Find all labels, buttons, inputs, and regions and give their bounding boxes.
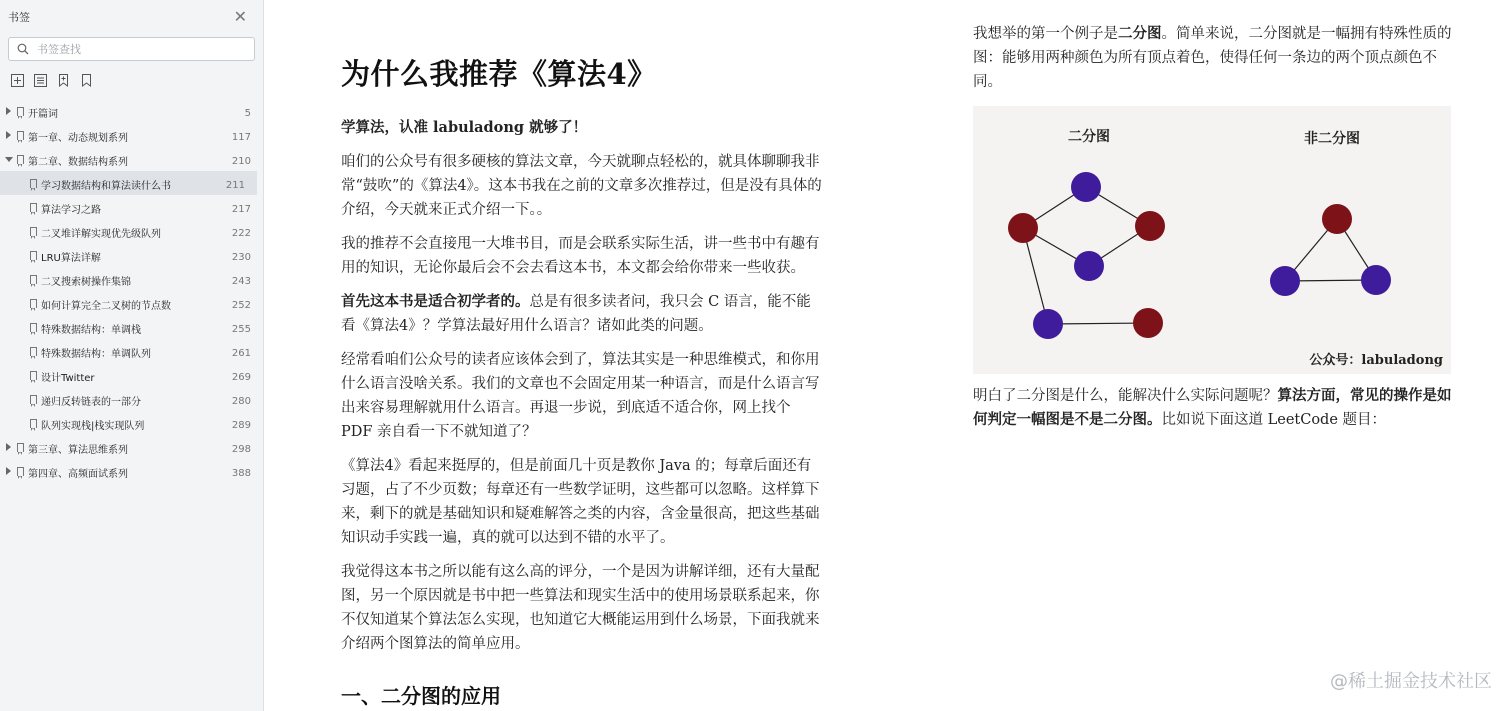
paragraph-text: 经常看咱们公众号的读者应该体会到了，算法其实是一种思维模式，和你用什么语言没啥关系。我们的文章也不会固定用某一种语言，而是什么语言写出来容易理解就用什么语言。再退一步说，到底适不适合你，网上找个 PDF 亲自看一下不就知道了？: [341, 352, 820, 440]
bookmark-item[interactable]: [0, 339, 263, 363]
bookmark-label: 第三章、算法思维系列: [28, 445, 128, 456]
bookmark-item[interactable]: [0, 435, 263, 459]
bookmark-item[interactable]: [0, 411, 263, 435]
bookmark-page-number: 388: [231, 468, 251, 479]
bookmark-item[interactable]: [0, 123, 263, 147]
paragraph-text: 《算法4》看起来挺厚的，但是前面几十页是教你 Java 的；每章后面还有习题，占了不少页数；每章还有一些数学证明，这些都可以忽略。这样算下来，剩下的就是基础知识和疑难解答之类的内容，含金量很高，把这些基础知识动手实践一遍，真的就可以达到不错的水平了。: [341, 458, 820, 546]
paragraph-text: 我觉得这本书之所以能有这么高的评分，一个是因为讲解详细，还有大量配图，另一个原因就是书中把一些算法和现实生活中的使用场景联系起来，你不仅知道某个算法怎么实现，也知道它大概能运用到什么场景，下面我就来介绍两个图算法的简单应用。: [341, 564, 820, 652]
bookmark-page-number: 217: [231, 204, 251, 215]
bookmark-page-number: 222: [231, 228, 251, 239]
bookmark-list: [0, 99, 263, 483]
bookmark-label: 学习数据结构和算法读什么书: [41, 181, 171, 192]
collapse-arrow-icon[interactable]: [5, 157, 13, 162]
graph-figure: [973, 106, 1451, 374]
body-paragraph: [341, 348, 823, 444]
section-heading: 一、二分图的应用: [341, 684, 501, 708]
non-bipartite-graph-label: 非二分图: [1304, 131, 1360, 147]
bookmark-page-number: 255: [231, 324, 251, 335]
bookmark-icon: [30, 179, 37, 188]
bookmark-page-number: 298: [231, 444, 251, 455]
bookmark-icon: [30, 347, 37, 356]
body-paragraph: [341, 454, 823, 550]
bookmark-label: 二叉堆详解实现优先级队列: [41, 229, 161, 240]
bookmark-search-box[interactable]: [8, 37, 255, 61]
bookmark-search-input[interactable]: [37, 43, 227, 56]
close-icon[interactable]: ✕: [233, 7, 247, 26]
bookmark-item[interactable]: [0, 363, 263, 387]
expand-arrow-icon[interactable]: [6, 107, 11, 115]
add-bookmark-icon[interactable]: [57, 74, 70, 87]
bookmark-icon: [30, 371, 37, 380]
bookmark-item[interactable]: [0, 459, 263, 483]
body-paragraph: [341, 232, 823, 280]
followup-text-pre: 明白了二分图是什么，能解决什么实际问题呢？: [973, 388, 1278, 404]
bookmark-icon[interactable]: [80, 74, 93, 87]
paragraph-text: 咱们的公众号有很多硬核的算法文章，今天就聊点轻松的，就具体聊聊我非常“鼓吹”的《算法4》。这本书我在之前的文章多次推荐过，但是没有具体的介绍，今天就来正式介绍一下。。: [341, 154, 822, 218]
search-icon: [17, 43, 29, 55]
figure-credit: 公众号：labuladong: [1309, 353, 1443, 368]
intro-text-post: 。简单来说，二分图就是一幅拥有特殊性质的图：能够用两种颜色为所有顶点着色，使得任何一条边的两个顶点颜色不同。: [973, 26, 1452, 90]
bookmark-icon: [30, 251, 37, 260]
bookmark-label: 第四章、高频面试系列: [28, 469, 128, 480]
followup-text-post: 比如说下面这道 LeetCode 题目：: [1161, 412, 1387, 428]
bookmark-item[interactable]: [0, 387, 263, 411]
document-page: [264, 0, 1512, 711]
lead-paragraph: 学算法，认准 labuladong 就够了！: [341, 119, 588, 136]
graph-node-left: [1008, 213, 1038, 243]
bookmark-icon: [30, 227, 37, 236]
graph-node-middle: [1074, 251, 1104, 281]
bookmark-item[interactable]: [0, 219, 263, 243]
bookmark-label: 递归反转链表的一部分: [41, 397, 141, 408]
collapse-all-icon[interactable]: [34, 74, 47, 87]
bookmark-page-number: 280: [231, 396, 251, 407]
bookmark-icon: [30, 299, 37, 308]
bookmark-page-number: 261: [231, 348, 251, 359]
bookmark-icon: [30, 419, 37, 428]
sidebar-toolbar: [0, 67, 263, 93]
paragraph-text: 我的推荐不会直接甩一大堆书目，而是会联系实际生活，讲一些书中有趣有用的知识，无论你最后会不会去看这本书，本文都会给你带来一些收获。: [341, 236, 820, 276]
bookmark-sidebar: [0, 0, 264, 711]
bookmark-label: 设计Twitter: [41, 373, 95, 384]
left-column: [341, 54, 823, 709]
bookmark-item[interactable]: [0, 291, 263, 315]
followup-text-bold: 算法方面，常见的操作是如何判定一幅图是不是二分图。: [973, 387, 1452, 428]
bookmark-label: LRU算法详解: [41, 253, 101, 264]
bookmark-item[interactable]: [0, 267, 263, 291]
bookmark-label: 特殊数据结构：单调栈: [41, 325, 141, 336]
triangle-node-left: [1270, 266, 1300, 296]
graph-node-bottom-left: [1033, 309, 1063, 339]
paragraph-bold-text: 首先这本书是适合初学者的。: [341, 293, 530, 310]
bookmark-icon: [30, 275, 37, 284]
bookmark-icon: [17, 467, 24, 476]
paragraph-text: 总是有很多读者问，我只会 C 语言，能不能看《算法4》？学算法最好用什么语言？诸如此类的问题。: [341, 294, 811, 334]
sidebar-header: [0, 0, 263, 34]
body-paragraph: [341, 150, 823, 222]
body-paragraph: [341, 560, 823, 656]
bookmark-page-number: 243: [231, 276, 251, 287]
bookmark-icon: [30, 203, 37, 212]
graph-node-top: [1071, 172, 1101, 202]
page-title: 为什么我推荐《算法4》: [341, 57, 657, 91]
triangle-node-top: [1322, 204, 1352, 234]
watermark: @稀土掘金技术社区: [1330, 671, 1492, 692]
bookmark-item[interactable]: [0, 171, 257, 195]
bookmark-item[interactable]: [0, 195, 263, 219]
bookmark-label: 如何计算完全二叉树的节点数: [41, 301, 171, 312]
bookmark-item[interactable]: [0, 315, 263, 339]
graph-node-bottom-right: [1133, 308, 1163, 338]
bookmark-label: 队列实现栈|栈实现队列: [41, 421, 145, 432]
graph-node-right: [1135, 211, 1165, 241]
bookmark-icon: [17, 443, 24, 452]
expand-arrow-icon[interactable]: [6, 443, 11, 451]
bookmark-page-number: 230: [231, 252, 251, 263]
bookmark-label: 第一章、动态规划系列: [28, 133, 128, 144]
bookmark-icon: [30, 323, 37, 332]
bipartite-graph-label: 二分图: [1068, 129, 1110, 145]
bookmark-page-number: 211: [225, 180, 245, 191]
graph-edge: [1048, 323, 1148, 324]
bookmark-page-number: 210: [231, 156, 251, 167]
bookmark-label: 二叉搜索树操作集锦: [41, 277, 131, 288]
bookmark-page-number: 5: [244, 108, 251, 119]
sidebar-title: 书签: [8, 11, 30, 24]
bookmark-icon: [30, 395, 37, 404]
bookmark-label: 第二章、数据结构系列: [28, 157, 128, 168]
body-paragraph: [341, 290, 823, 338]
bookmark-label: 算法学习之路: [41, 205, 101, 216]
expand-arrow-icon[interactable]: [6, 467, 11, 475]
bookmark-label: 特殊数据结构：单调队列: [41, 349, 151, 360]
bookmark-item[interactable]: [0, 147, 263, 171]
triangle-node-right: [1361, 265, 1391, 295]
bookmark-page-number: 289: [231, 420, 251, 431]
body-paragraphs: [341, 150, 823, 656]
bookmark-item[interactable]: [0, 243, 263, 267]
bookmark-item[interactable]: [0, 99, 263, 123]
expand-arrow-icon[interactable]: [6, 131, 11, 139]
right-column: [973, 22, 1453, 432]
graph-illustration: [973, 106, 1451, 374]
bookmark-icon: [17, 131, 24, 140]
bookmark-label: 开篇词: [28, 109, 58, 120]
followup-paragraph: [973, 384, 1453, 432]
bookmark-icon: [17, 107, 24, 116]
bookmark-icon: [17, 155, 24, 164]
intro-paragraph: [973, 22, 1453, 94]
bookmark-page-number: 269: [231, 372, 251, 383]
bookmark-page-number: 252: [231, 300, 251, 311]
intro-text-bold: 二分图: [1118, 25, 1162, 42]
expand-all-icon[interactable]: [11, 74, 24, 87]
intro-text-pre: 我想举的第一个例子是: [973, 26, 1118, 42]
bookmark-page-number: 117: [231, 132, 251, 143]
